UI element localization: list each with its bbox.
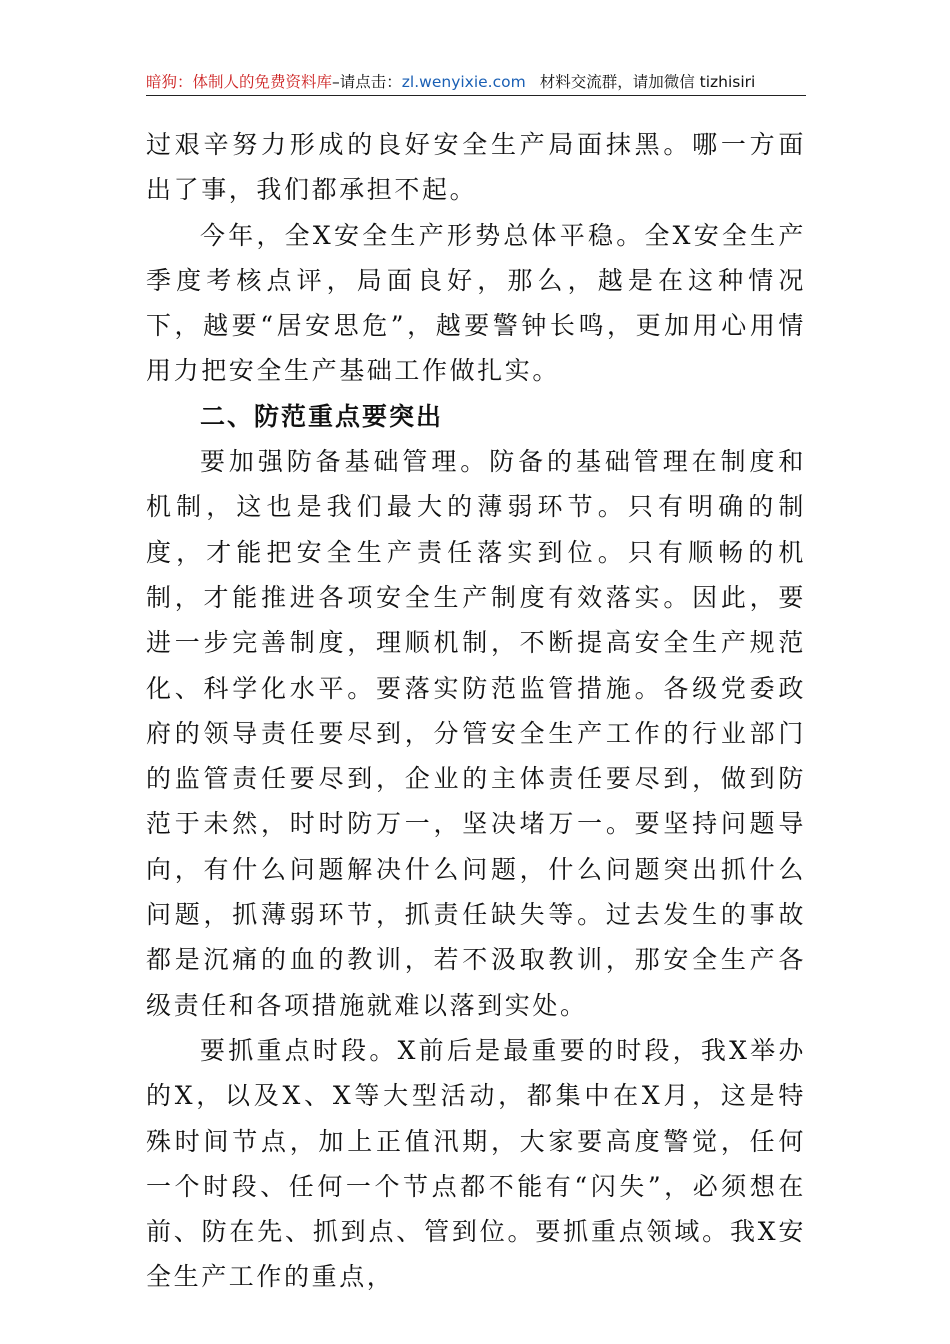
header-click-prompt: –请点击： [332, 73, 402, 91]
header-url-link[interactable]: zl.wenyixie.com [401, 73, 526, 91]
paragraph-key-periods: 要抓重点时段。X前后是最重要的时段，我X举办的X，以及X、X等大型活动，都集中在X月，这是特殊时间节点，加上正值汛期，大家要高度警觉，任何一个时段、任何一个节点都不能有“闪失”，必须想在前、防在先、抓到点、管到位。要抓重点领域。我X安全生产工作的重点， [146, 1035, 806, 1292]
header-brand: 暗狗：体制人的免费资料库 [146, 73, 333, 91]
section-heading-2: 二、防范重点要突出 [200, 401, 444, 431]
paragraph-management: 要加强防备基础管理。防备的基础管理在制度和机制，这也是我们最大的薄弱环节。只有明确的制度，才能把安全生产责任落实到位。只有顺畅的机制，才能推进各项安全生产制度有效落实。因此，要进一步完善制度，理顺机制，不断提高安全生产规范化、科学化水平。要落实防范监管措施。各级党委政府的领导责任要尽到，分管安全生产工作的行业部门的监管责任要尽到，企业的主体责任要尽到，做到防范于未然，时时防万一，坚决堵万一。要坚持问题导向，有什么问题解决什么问题，什么问题突出抓什么问题，抓薄弱环节，抓责任缺失等。过去发生的事故都是沉痛的血的教训，若不汲取教训，那安全生产各级责任和各项措施就难以落到实处。 [146, 447, 806, 1020]
page-header [146, 68, 806, 96]
paragraph-continued: 过艰辛努力形成的良好安全生产局面抹黑。哪一方面出了事，我们都承担不起。 [146, 130, 806, 205]
paragraph-situation: 今年，全X安全生产形势总体平稳。全X安全生产季度考核点评，局面良好，那么，越是在这种情况下，越要“居安思危”，越要警钟长鸣，更加用心用情用力把安全生产基础工作做扎实。 [146, 220, 806, 386]
document-body [146, 122, 806, 1300]
header-group-text: 材料交流群，请加微信 tizhisiri [539, 73, 756, 91]
